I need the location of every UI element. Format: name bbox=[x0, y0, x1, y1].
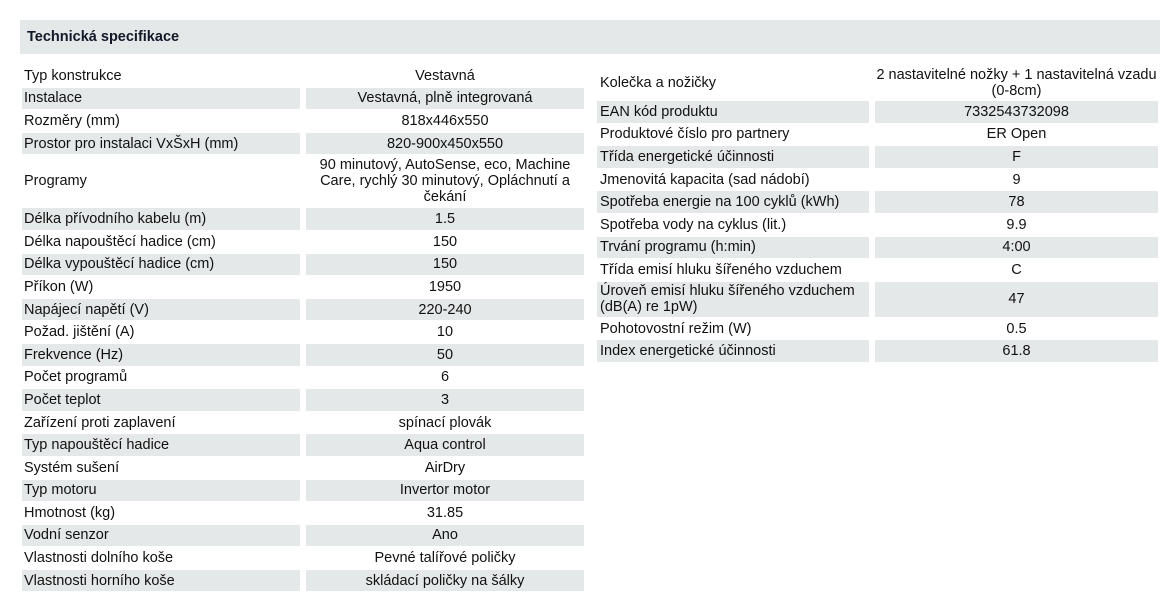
spec-value: 9 bbox=[1012, 171, 1021, 188]
spec-value: 818x446x550 bbox=[401, 112, 489, 129]
spec-label: Systém sušení bbox=[24, 459, 120, 476]
spec-row bbox=[22, 231, 586, 253]
spec-value: Vestavná, plně integrovaná bbox=[306, 88, 584, 110]
spec-value: 820-900x450x550 bbox=[306, 133, 584, 155]
spec-row bbox=[597, 191, 1160, 213]
spec-row bbox=[22, 299, 586, 321]
spec-value: 31.85 bbox=[426, 504, 464, 521]
spec-label: Vodní senzor bbox=[22, 525, 300, 547]
spec-label: Prostor pro instalaci VxŠxH (mm) bbox=[22, 133, 300, 155]
spec-label: Třída emisí hluku šířeného vzduchem bbox=[600, 261, 842, 278]
spec-value: skládací poličky na šálky bbox=[306, 570, 584, 592]
spec-label: Zařízení proti zaplavení bbox=[24, 414, 176, 431]
spec-value: Pevné talířové poličky bbox=[374, 550, 516, 567]
spec-row bbox=[22, 412, 586, 434]
spec-value: 1950 bbox=[428, 278, 462, 295]
spec-label: Délka vypouštěcí hadice (cm) bbox=[22, 254, 300, 276]
spec-value: 220-240 bbox=[306, 299, 584, 321]
spec-row bbox=[22, 502, 586, 524]
spec-value: 2 nastavitelné nožky + 1 nastavitelná vzadu (0-8cm) bbox=[876, 66, 1157, 99]
spec-value: spínací plovák bbox=[398, 414, 492, 431]
spec-row bbox=[22, 457, 586, 479]
spec-label: Počet teplot bbox=[22, 389, 300, 411]
spec-row bbox=[597, 124, 1160, 146]
spec-value: Vestavná bbox=[415, 67, 475, 84]
spec-label: Typ konstrukce bbox=[24, 67, 122, 84]
spec-row bbox=[22, 367, 586, 389]
spec-label: Produktové číslo pro partnery bbox=[600, 126, 790, 143]
spec-label: Typ motoru bbox=[22, 480, 300, 502]
spec-value: 150 bbox=[432, 233, 458, 250]
spec-label: Napájecí napětí (V) bbox=[22, 299, 300, 321]
spec-value: 7332543732098 bbox=[875, 101, 1158, 123]
spec-value: Invertor motor bbox=[306, 480, 584, 502]
spec-label: Příkon (W) bbox=[24, 278, 94, 295]
spec-value: 9.9 bbox=[1006, 216, 1027, 233]
spec-row bbox=[22, 389, 586, 411]
spec-value: Aqua control bbox=[306, 434, 584, 456]
spec-label: Kolečka a nožičky bbox=[600, 74, 717, 91]
spec-row bbox=[597, 282, 1160, 317]
section-header bbox=[20, 20, 1160, 54]
spec-row bbox=[597, 259, 1160, 281]
spec-value: 0.5 bbox=[1006, 320, 1027, 337]
spec-value: 6 bbox=[440, 369, 450, 386]
spec-row bbox=[22, 434, 586, 456]
spec-label: Rozměry (mm) bbox=[24, 112, 120, 129]
spec-row bbox=[597, 340, 1160, 362]
spec-label: Spotřeba vody na cyklus (lit.) bbox=[600, 216, 787, 233]
spec-row bbox=[22, 65, 586, 87]
spec-row bbox=[22, 480, 586, 502]
spec-row bbox=[22, 344, 586, 366]
spec-label: Úroveň emisí hluku šířeného vzduchem (dB(A) re 1pW) bbox=[597, 282, 869, 317]
spec-label: Frekvence (Hz) bbox=[22, 344, 300, 366]
spec-value: F bbox=[875, 146, 1158, 168]
spec-value: C bbox=[1011, 261, 1022, 278]
spec-value: 150 bbox=[306, 254, 584, 276]
spec-row bbox=[22, 570, 586, 592]
spec-value: 4:00 bbox=[875, 237, 1158, 259]
spec-value: 61.8 bbox=[875, 340, 1158, 362]
spec-label: Hmotnost (kg) bbox=[24, 504, 116, 521]
spec-row bbox=[597, 169, 1160, 191]
section-title: Technická specifikace bbox=[27, 29, 180, 45]
spec-row bbox=[22, 321, 586, 343]
spec-row bbox=[597, 318, 1160, 340]
spec-row bbox=[22, 133, 586, 155]
spec-row bbox=[22, 208, 586, 230]
spec-value: 90 minutový, AutoSense, eco, Machine Care, rychlý 30 minutový, Opláchnutí a čekání bbox=[319, 157, 571, 206]
spec-value: 50 bbox=[306, 344, 584, 366]
spec-row bbox=[22, 88, 586, 110]
spec-label: Trvání programu (h:min) bbox=[597, 237, 869, 259]
spec-value: Ano bbox=[306, 525, 584, 547]
spec-row bbox=[22, 254, 586, 276]
spec-row bbox=[22, 525, 586, 547]
spec-value: 1.5 bbox=[306, 208, 584, 230]
spec-row bbox=[597, 237, 1160, 259]
spec-value: AirDry bbox=[424, 459, 466, 476]
spec-row bbox=[597, 101, 1160, 123]
spec-label: Délka napouštěcí hadice (cm) bbox=[24, 233, 216, 250]
spec-row bbox=[22, 276, 586, 298]
spec-label: Index energetické účinnosti bbox=[597, 340, 869, 362]
spec-row bbox=[597, 65, 1160, 100]
spec-row bbox=[597, 214, 1160, 236]
spec-label: Vlastnosti horního koše bbox=[22, 570, 300, 592]
spec-label: Požad. jištění (A) bbox=[24, 324, 135, 341]
spec-label: Pohotovostní režim (W) bbox=[600, 320, 752, 337]
spec-label: Vlastnosti dolního koše bbox=[24, 550, 174, 567]
spec-value: ER Open bbox=[986, 126, 1047, 143]
spec-label: Programy bbox=[24, 173, 87, 190]
spec-label: Spotřeba energie na 100 cyklů (kWh) bbox=[597, 191, 869, 213]
spec-row bbox=[22, 110, 586, 132]
spec-label: Délka přívodního kabelu (m) bbox=[22, 208, 300, 230]
spec-row bbox=[22, 155, 586, 207]
spec-label: Třída energetické účinnosti bbox=[597, 146, 869, 168]
spec-row bbox=[597, 146, 1160, 168]
spec-label: EAN kód produktu bbox=[597, 101, 869, 123]
spec-label: Typ napouštěcí hadice bbox=[22, 434, 300, 456]
spec-value: 47 bbox=[875, 282, 1158, 317]
spec-value: 3 bbox=[306, 389, 584, 411]
spec-table-left bbox=[22, 65, 586, 592]
spec-row bbox=[22, 547, 586, 569]
spec-label: Počet programů bbox=[24, 369, 128, 386]
spec-label: Instalace bbox=[22, 88, 300, 110]
spec-value: 78 bbox=[875, 191, 1158, 213]
spec-value: 10 bbox=[436, 324, 454, 341]
spec-label: Jmenovitá kapacita (sad nádobí) bbox=[600, 171, 810, 188]
spec-table-right bbox=[597, 65, 1160, 363]
